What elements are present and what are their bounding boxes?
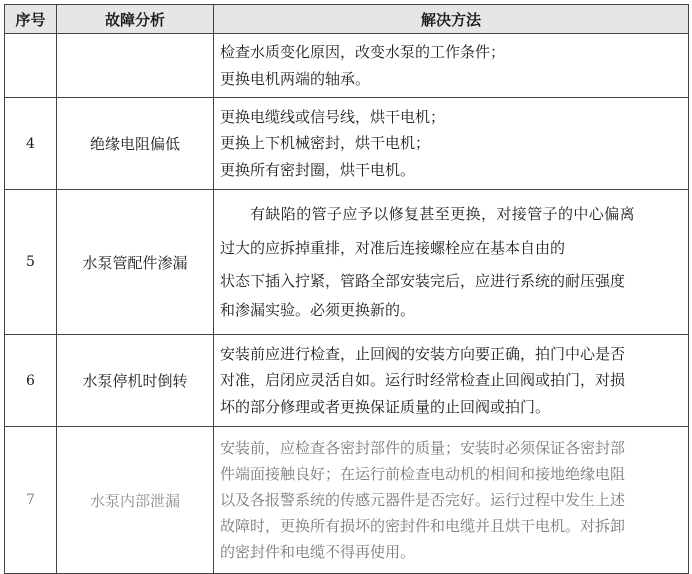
fault-table <box>4 4 689 574</box>
row-number: 6 <box>5 335 57 427</box>
row-solution <box>214 335 689 427</box>
solution-line: 的密封件和电缆不得再使用。 <box>220 543 416 561</box>
header-solution: 解决方法 <box>214 5 689 34</box>
row-solution <box>214 34 689 98</box>
row-fault <box>57 34 214 98</box>
solution-line: 更换电机两端的轴承。 <box>220 69 371 88</box>
solution-line: 安装前应进行检查，止回阀的安装方向要正确，拍门中心是否 <box>220 344 626 363</box>
solution-line: 以及各报警系统的传感元器件是否完好。运行过程中发生上述 <box>220 491 626 509</box>
table-row <box>5 335 689 427</box>
solution-line: 有缺陷的管子应予以修复甚至更换，对接管子的中心偏离 <box>250 205 636 223</box>
row-fault: 水泵内部泄漏 <box>57 427 214 574</box>
table-row <box>5 34 689 98</box>
row-number <box>5 34 57 98</box>
table-row <box>5 427 689 574</box>
row-solution <box>214 190 689 335</box>
solution-line: 状态下插入拧紧，管路全部安装完后，应进行系统的耐压强度 <box>220 272 626 290</box>
solution-line: 安装前，应检查各密封部件的质量；安装时必须保证各密封部 <box>220 439 626 457</box>
table-row <box>5 190 689 335</box>
solution-line: 和渗漏实验。必须更换新的。 <box>220 300 416 319</box>
row-fault: 绝缘电阻偏低 <box>57 98 214 190</box>
solution-line: 件端面接触良好；在运行前检查电动机的相间和接地绝缘电阻 <box>220 465 626 483</box>
row-fault: 水泵停机时倒转 <box>57 335 214 427</box>
solution-line: 坏的部分修理或者更换保证质量的止回阀或拍门。 <box>220 397 551 416</box>
header-fault-analysis: 故障分析 <box>57 5 214 34</box>
solution-line: 更换电缆线或信号线，烘干电机； <box>220 107 446 126</box>
solution-line: 更换所有密封圈，烘干电机。 <box>220 160 416 179</box>
solution-line: 对准，启闭应灵活自如。运行时经常检查止回阀或拍门，对损 <box>220 371 626 390</box>
row-solution <box>214 98 689 190</box>
header-row <box>5 5 689 34</box>
solution-line: 更换上下机械密封，烘干电机； <box>220 134 431 153</box>
solution-line: 过大的应拆掉重排，对准后连接螺栓应在基本自由的 <box>220 238 566 257</box>
row-solution <box>214 427 689 574</box>
header-number: 序号 <box>5 5 57 34</box>
row-number: 4 <box>5 98 57 190</box>
solution-line: 故障时，更换所有损坏的密封件和电缆并且烘干电机。对拆卸 <box>220 517 626 535</box>
row-number: 5 <box>5 190 57 335</box>
row-number: 7 <box>5 427 57 574</box>
row-fault: 水泵管配件渗漏 <box>57 190 214 335</box>
solution-line: 检查水质变化原因，改变水泵的工作条件； <box>220 43 506 61</box>
table-row <box>5 98 689 190</box>
